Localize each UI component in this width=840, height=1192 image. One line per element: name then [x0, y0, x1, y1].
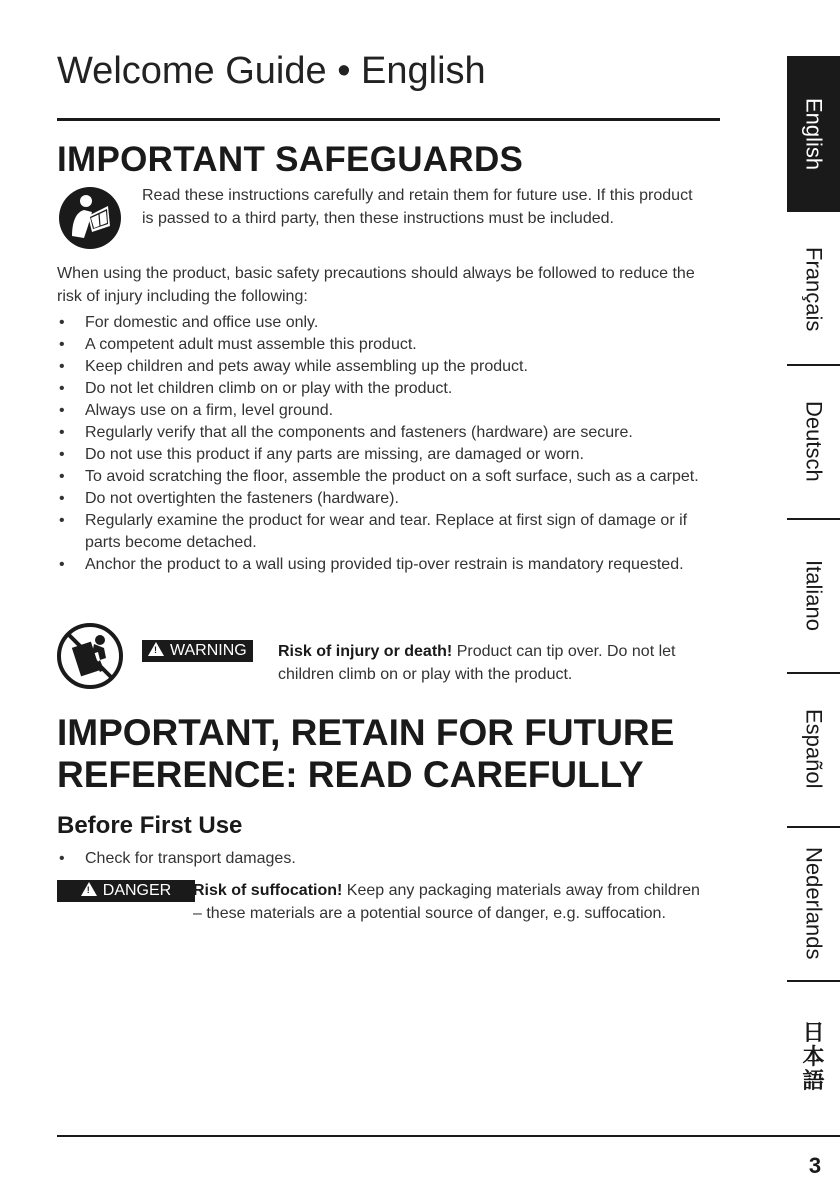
list-item: • Check for transport damages. — [57, 848, 722, 870]
danger-badge — [57, 880, 195, 902]
list-item: • Do not let children climb on or play with the product. — [57, 378, 722, 400]
before-first-use-heading: Before First Use — [57, 812, 243, 839]
first-use-list — [57, 848, 722, 870]
list-item: • Regularly examine the product for wear and tear. Replace at first sign of damage or if parts become detached. — [57, 510, 722, 554]
tab-japanese[interactable] — [787, 982, 840, 1132]
list-item: • Keep children and pets away while assembling up the product. — [57, 356, 722, 378]
warning-badge — [142, 640, 253, 662]
tab-label: English — [801, 97, 827, 171]
list-item: • Do not overtighten the fasteners (hardware). — [57, 488, 722, 510]
warning-triangle-icon: ! — [81, 882, 97, 896]
page-title: Welcome Guide • English — [57, 50, 486, 92]
tab-italiano[interactable] — [787, 520, 840, 670]
tab-label: Deutsch — [801, 400, 827, 482]
retain-heading: IMPORTANT, RETAIN FOR FUTURE REFERENCE: READ CAREFULLY — [57, 712, 675, 795]
danger-body: Keep any packaging materials away from children – these materials are a potential source of danger, e.g. suffocation. — [193, 882, 700, 922]
intro-text: Read these instructions carefully and retain them for future use. If this product is passed to a third party, then these instructions must be included. — [142, 187, 693, 227]
tab-espanol[interactable] — [787, 674, 840, 824]
tab-label: Français — [801, 246, 827, 332]
safeguards-heading: IMPORTANT SAFEGUARDS — [57, 140, 524, 179]
danger-bold: Risk of suffocation! — [193, 882, 343, 899]
warning-text — [278, 640, 718, 686]
list-item: • A competent adult must assemble this product. — [57, 334, 722, 356]
warning-triangle-icon: ! — [148, 642, 164, 656]
warning-bold: Risk of injury or death! — [278, 643, 453, 660]
header-divider — [57, 118, 720, 121]
tab-label: Nederlands — [801, 846, 827, 960]
page-number: 3 — [808, 1153, 822, 1178]
tab-label: 日本語 — [802, 1020, 825, 1093]
danger-badge-label: DANGER — [102, 882, 172, 899]
warning-body: Product can tip over. Do not let children climb on or play with the product. — [278, 643, 676, 683]
tab-francais[interactable] — [787, 214, 840, 364]
list-item: • To avoid scratching the floor, assemble the product on a soft surface, such as a carpet. — [57, 466, 722, 488]
warning-badge-label: WARNING — [170, 642, 247, 659]
list-item: • Do not use this product if any parts are missing, are damaged or worn. — [57, 444, 722, 466]
tab-english[interactable] — [787, 56, 840, 212]
list-item: • Always use on a firm, level ground. — [57, 400, 722, 422]
list-item: • For domestic and office use only. — [57, 312, 722, 334]
tab-label: Español — [801, 709, 827, 789]
tab-label: Italiano — [801, 559, 827, 631]
no-climbing-icon — [56, 622, 124, 690]
safeguard-list — [57, 312, 722, 576]
list-item: • Anchor the product to a wall using provided tip-over restrain is mandatory requested. — [57, 554, 722, 576]
lead-text: When using the product, basic safety precautions should always be followed to reduce the risk of injury including the following: — [57, 265, 695, 305]
footer-divider — [57, 1135, 840, 1137]
tab-deutsch[interactable] — [787, 366, 840, 516]
read-manual-icon — [58, 186, 122, 250]
tab-nederlands[interactable] — [787, 828, 840, 978]
danger-text — [193, 879, 703, 925]
list-item: • Regularly verify that all the components and fasteners (hardware) are secure. — [57, 422, 722, 444]
